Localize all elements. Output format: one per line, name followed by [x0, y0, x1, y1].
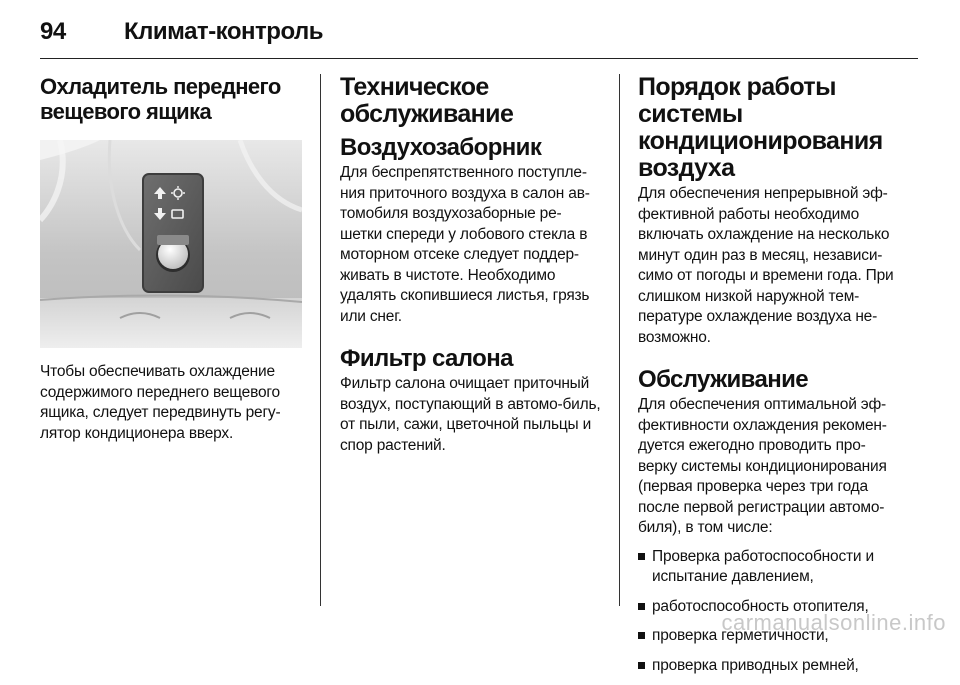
page-header	[40, 10, 918, 59]
climate-regulator-icon	[40, 140, 302, 348]
section-heading-maintenance: Техническое обслуживание	[340, 73, 514, 128]
page-number: 94	[40, 18, 66, 45]
watermark: carmanualsonline.info	[721, 610, 946, 635]
list-item: проверка герметичности,	[638, 626, 900, 647]
subheading-cabin-filter: Фильтр салона	[340, 345, 513, 372]
list-item: проверка приводных ремней,	[638, 656, 900, 677]
chapter-title: Климат-контроль	[124, 18, 324, 45]
subheading-service: Обслуживание	[638, 366, 809, 393]
column-divider	[320, 74, 321, 606]
cooler-instruction-text: Чтобы обеспечивать охлаждение содержимого переднего вещевого ящика, следует передвинуть регу-лятор кондиционера вверх.	[40, 363, 281, 442]
column-left	[40, 74, 302, 444]
column-right	[638, 74, 900, 685]
subheading-air-intake: Воздухозаборник	[340, 134, 542, 161]
list-item: Проверка работоспособности и испытание давлением,	[638, 547, 900, 588]
section-heading-cooler: Охладитель переднего вещевого ящика	[40, 74, 281, 124]
column-divider	[619, 74, 620, 606]
list-item: работоспособность отопителя,	[638, 597, 900, 618]
air-intake-text: Для беспрепятственного поступле-ния приточного воздуха в салон ав-томобиля воздухозаборные ре-шетки спереди у лобового стекла в моторном отсеке следует поддер-живать в чистоте. Необходимо удалять скопившиеся листья, грязь или снег.	[340, 164, 590, 325]
service-text: Для обеспечения оптимальной эф-фективности охлаждения рекомен-дуется ежегодно проводить про-верку системы кондиционирования (первая проверка через три года после первой регистрации автомо-биля), в том числе:	[638, 396, 887, 536]
ac-operation-text: Для обеспечения непрерывной эф-фективной работы необходимо включать охлаждение на несколько минут один раз в месяц, независи-симо от погоды и времени года. При слишком низкой наружной тем-пературе охлаждение воздуха не-возможно.	[638, 185, 894, 346]
cabin-filter-text: Фильтр салона очищает приточный воздух, поступающий в автомо-биль, от пыли, сажи, цветочной пыльцы и спор растений.	[340, 375, 601, 454]
section-heading-ac-operation: Порядок работы системы кондиционирования воздуха	[638, 73, 883, 182]
column-middle	[340, 74, 602, 456]
